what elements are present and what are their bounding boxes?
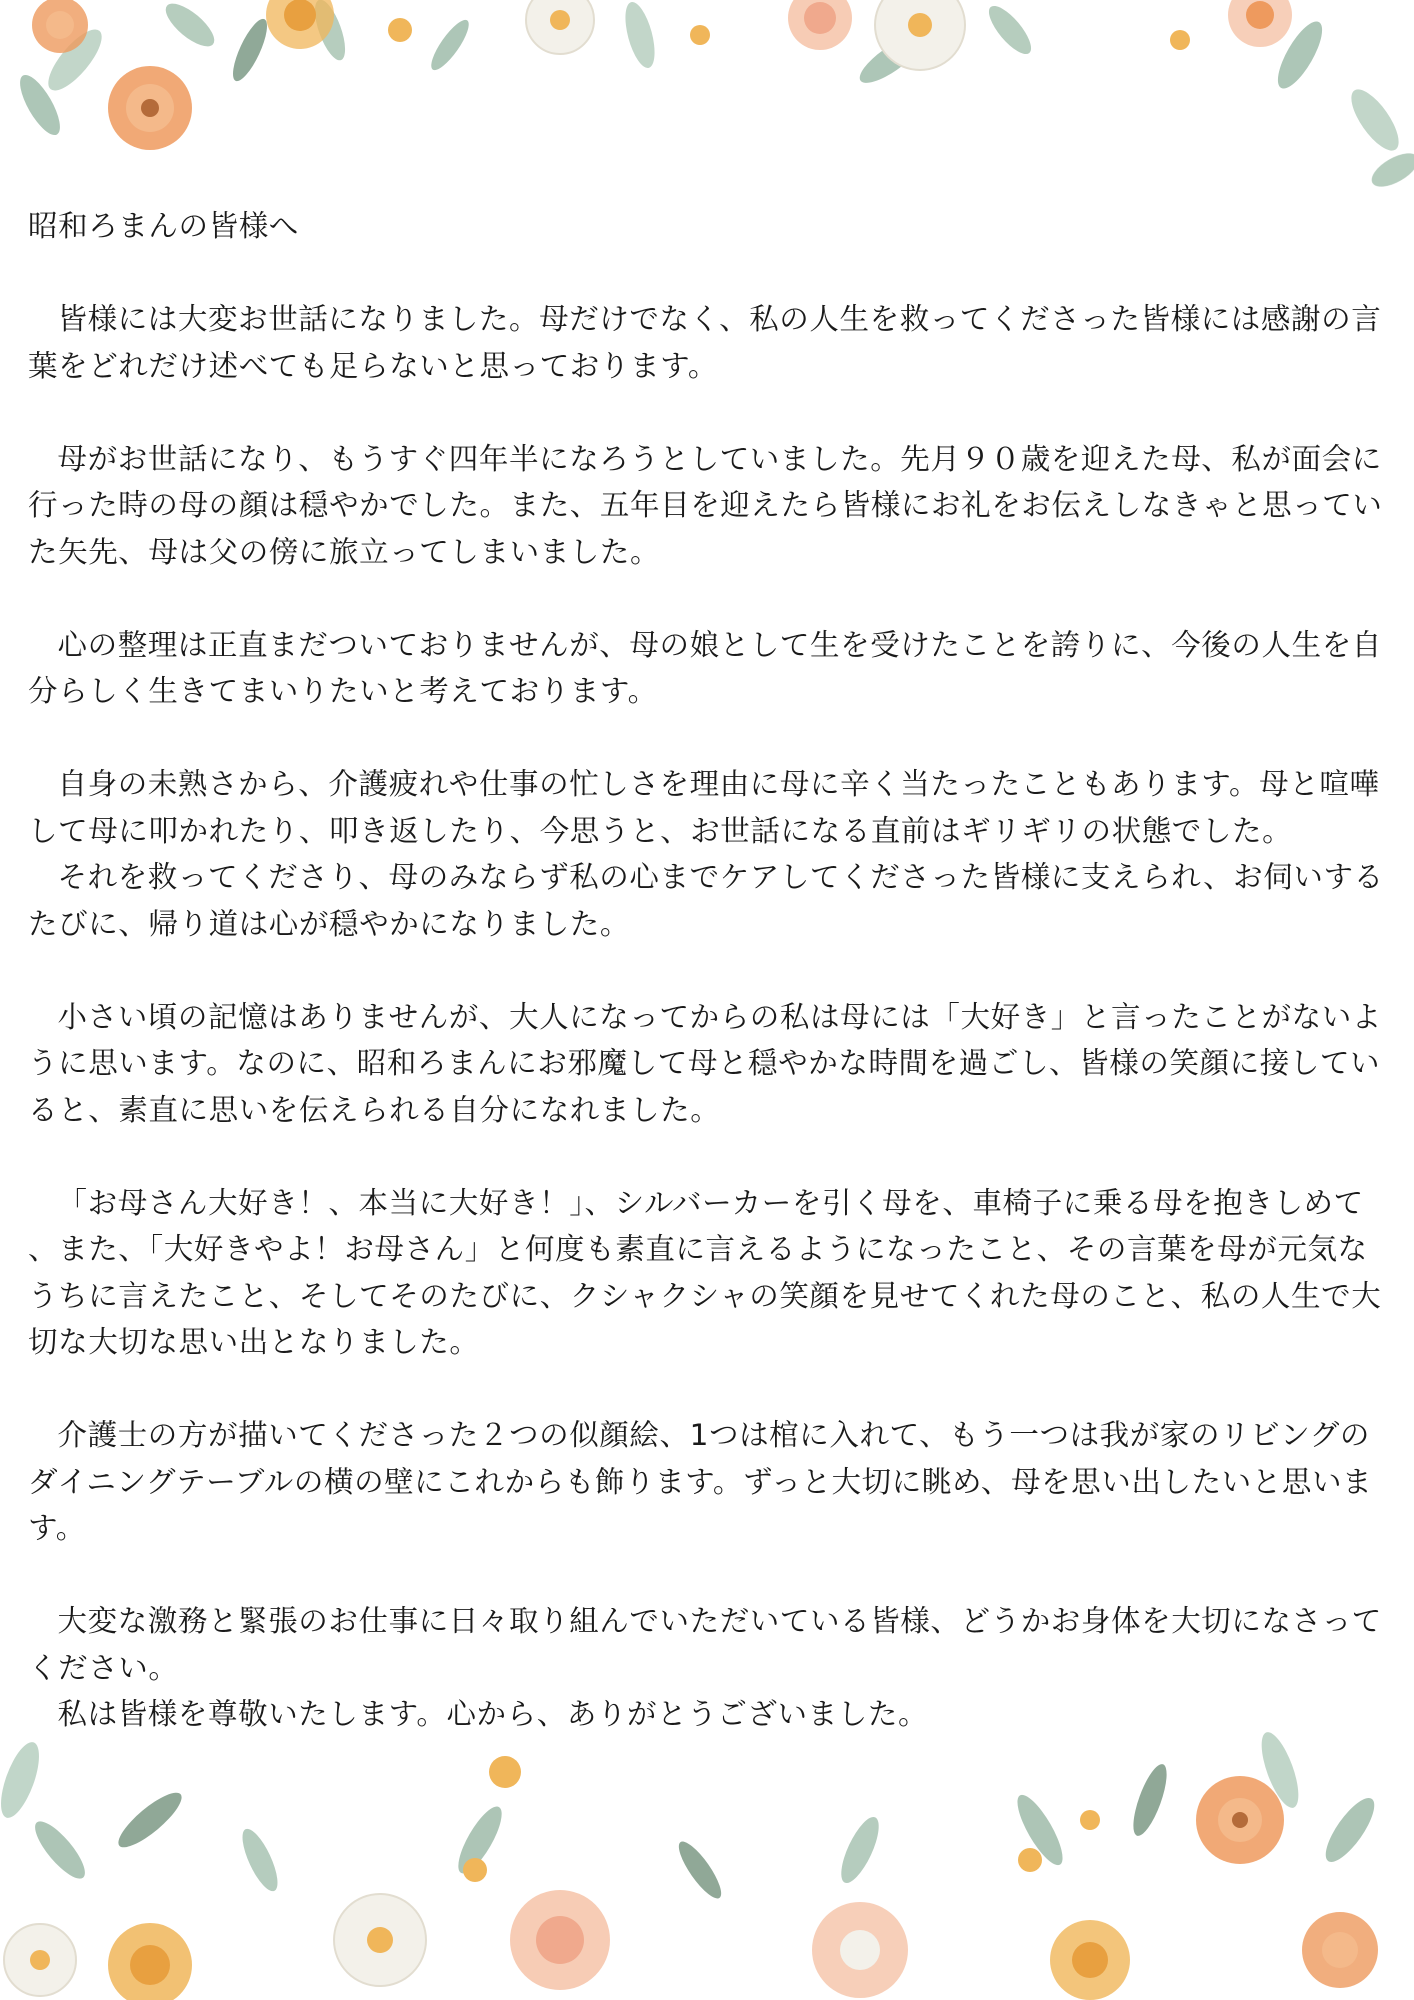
leaf-icon	[620, 0, 661, 71]
letter-paragraph: 大変な激務と緊張のお仕事に日々取り組んでいただいている皆様、どうかお身体を大切になさってください。	[28, 1604, 1382, 1685]
daisy-flower-icon	[334, 1894, 426, 1986]
letter-paragraph: 「お母さん大好き！、本当に大好き！」、シルバーカーを引く母を、車椅子に乗る母を抱きしめて、また、「大好きやよ！お母さん」と何度も素直に言えるようになったこと、その言葉を母が元気なうちに言えたこと、そしてそのたびに、クシャクシャの笑顔を見せてくれた母のこと、私の人生で大切な大切な思い出となりました。	[28, 1185, 1382, 1359]
leaf-icon	[40, 22, 110, 98]
leaf-icon	[982, 0, 1037, 60]
leaf-icon	[227, 15, 274, 85]
letter-paragraph: 自身の未熟さから、介護疲れや仕事の忙しさを理由に母に辛く当たったこともあります。母と喧嘩して母に叩かれたり、叩き返したり、今思うと、お世話になる直前はギリギリの状態でした。	[28, 767, 1380, 848]
salutation: 昭和ろまんの皆様へ	[28, 209, 299, 243]
leaf-icon	[1343, 82, 1407, 157]
poppy-flower-icon	[1196, 1776, 1284, 1864]
leaf-icon	[112, 1785, 189, 1855]
leaf-icon	[28, 1815, 93, 1886]
floral-border-bottom	[0, 1710, 1414, 2000]
letter-paragraph: 介護士の方が描いてくださった２つの似顔絵、1つは棺に入れて、もう一つは我が家のリビングのダイニングテーブルの横の壁にこれからも飾ります。ずっと大切に眺め、母を思い出したいと思います。	[28, 1418, 1373, 1545]
leaf-icon	[1270, 16, 1331, 95]
peony-flower-icon	[1228, 0, 1292, 47]
closing-paragraph: 私は皆様を尊敬いたします。心から、ありがとうございました。	[57, 1697, 929, 1731]
leaf-icon	[309, 0, 352, 64]
leaf-icon	[13, 70, 68, 141]
letter-paragraph: 皆様には大変お世話になりました。母だけでなく、私の人生を救ってくださった皆様には感謝の言葉をどれだけ述べても足らないと思っております。	[28, 302, 1382, 383]
peony-flower-icon	[788, 0, 852, 50]
floral-border-top	[0, 0, 1414, 200]
daisy-flower-icon	[526, 0, 594, 54]
rose-flower-icon	[1050, 1920, 1130, 2000]
berry-icon	[388, 18, 1190, 50]
letter-paragraph: 心の整理は正直まだついておりませんが、母の娘として生を受けたことを誇りに、今後の人生を自分らしく生きてまいりたいと考えております。	[28, 627, 1382, 708]
daisy-flower-icon	[4, 1924, 76, 1996]
leaf-icon	[672, 1836, 727, 1903]
poppy-flower-icon	[108, 66, 192, 150]
letter-paragraph: 小さい頃の記憶はありませんが、大人になってからの私は母には「大好き」と言ったことがないように思います。なのに、昭和ろまんにお邪魔して母と穏やかな時間を過ごし、皆様の笑顔に接していると、素直に思いを伝えられる自分になれました。	[28, 999, 1382, 1127]
leaf-icon	[1254, 1728, 1306, 1812]
leaf-icon	[1010, 1789, 1071, 1870]
peony-flower-icon	[812, 1902, 908, 1998]
leaf-icon	[1127, 1761, 1174, 1840]
leaf-icon	[236, 1825, 285, 1896]
letter-paragraph: 母がお世話になり、もうすぐ四年半になろうとしていました。先月９０歳を迎えた母、私が面会に行った時の母の顔は穏やかでした。また、五年目を迎えたら皆様にお礼をお伝えしなきゃと思っていた矢先、母は父の傍に旅立ってしまいました。	[28, 441, 1383, 569]
rose-flower-icon	[266, 0, 334, 49]
letter-paragraph: それを救ってくださり、母のみならず私の心までケアしてくださった皆様に支えられ、お伺いするたびに、帰り道は心が穏やかになりました。	[28, 860, 1384, 941]
rose-flower-icon	[108, 1923, 192, 2000]
berry-icon	[463, 1756, 1100, 1882]
leaf-icon	[1318, 1791, 1383, 1868]
poppy-flower-icon	[32, 0, 88, 53]
letter-body	[28, 203, 1390, 1738]
poppy-flower-icon	[1302, 1912, 1378, 1988]
leaf-icon	[0, 1738, 47, 1823]
daisy-flower-icon	[875, 0, 965, 70]
leaf-icon	[1366, 147, 1414, 194]
leaf-icon	[854, 30, 927, 91]
leaf-icon	[425, 15, 474, 74]
peony-flower-icon	[510, 1890, 610, 1990]
leaf-icon	[159, 0, 220, 53]
leaf-icon	[451, 1801, 510, 1879]
leaf-icon	[834, 1812, 886, 1887]
